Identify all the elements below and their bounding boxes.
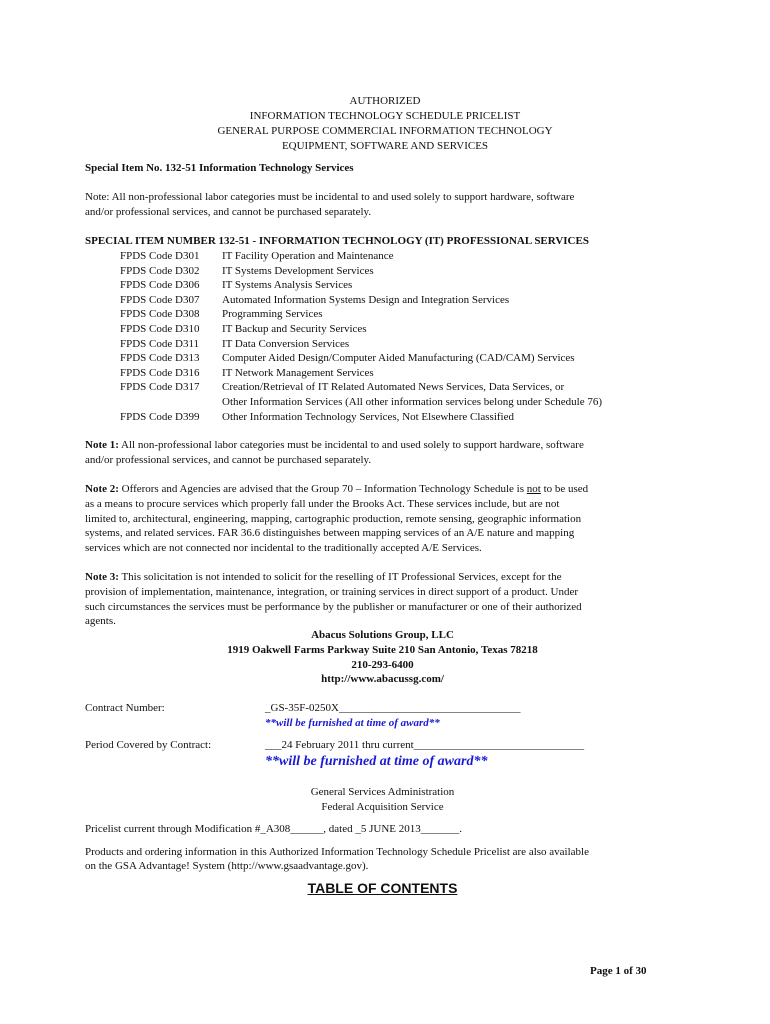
note-3-label: Note 3: bbox=[85, 571, 119, 583]
fpds-description: Programming Services bbox=[222, 308, 323, 321]
agency-line-2: Federal Acquisition Service bbox=[321, 801, 444, 813]
note-2-text-b: to be used bbox=[540, 483, 589, 495]
contract-number-label: Contract Number: bbox=[85, 702, 165, 714]
note-2-line-4: systems, and related services. FAR 36.6 distinguishes between mapping services of an A/E nature and mapping bbox=[85, 527, 575, 539]
fpds-description: IT Systems Development Services bbox=[222, 264, 374, 277]
fpds-description: IT Systems Analysis Services bbox=[222, 279, 353, 292]
table-of-contents-title: TABLE OF CONTENTS bbox=[307, 880, 458, 896]
note-1-label: Note 1: bbox=[85, 439, 119, 451]
fpds-description: Computer Aided Design/Computer Aided Manufacturing (CAD/CAM) Services bbox=[222, 352, 575, 365]
fpds-code: FPDS Code D302 bbox=[120, 264, 200, 277]
note-2-underlined-not: not bbox=[526, 483, 541, 495]
fpds-code: FPDS Code D313 bbox=[120, 352, 200, 365]
fpds-code: FPDS Code D310 bbox=[120, 323, 200, 335]
fpds-code: FPDS Code D308 bbox=[120, 308, 200, 321]
period-value: ___24 February 2011 thru current_______________________________ bbox=[265, 739, 585, 751]
special-item-heading: Special Item No. 132-51 Information Technology Services bbox=[85, 162, 354, 174]
fpds-code: FPDS Code D399 bbox=[120, 410, 200, 423]
fpds-description: IT Facility Operation and Maintenance bbox=[222, 250, 394, 262]
fpds-description: IT Backup and Security Services bbox=[222, 323, 367, 335]
note-3-line-1 bbox=[85, 570, 561, 584]
fpds-code: FPDS Code D307 bbox=[120, 293, 200, 306]
contract-number-value: _GS-35F-0250X_________________________________ bbox=[265, 702, 521, 714]
sin-heading: SPECIAL ITEM NUMBER 132-51 - INFORMATION TECHNOLOGY (IT) PROFESSIONAL SERVICES bbox=[85, 235, 589, 247]
company-address: 1919 Oakwell Farms Parkway Suite 210 San Antonio, Texas 78218 bbox=[227, 644, 538, 656]
fpds-description: Other Information Services (All other information services belong under Schedule 76) bbox=[222, 396, 602, 408]
note-2-line-5: services which are not connected nor incidental to the traditionally accepted A/E Services. bbox=[85, 542, 482, 554]
header-line-3: GENERAL PURPOSE COMMERCIAL INFORMATION TECHNOLOGY bbox=[217, 125, 553, 137]
period-label: Period Covered by Contract: bbox=[85, 739, 212, 751]
fpds-code: FPDS Code D317 bbox=[120, 381, 200, 394]
period-note: **will be furnished at time of award** bbox=[265, 754, 488, 769]
note-2-label: Note 2: bbox=[85, 483, 119, 495]
agency-line-1: General Services Administration bbox=[310, 786, 455, 798]
note-3-line-3: such circumstances the services must be performance by the publisher or manufacturer or one of their authorized bbox=[85, 601, 582, 613]
note-2-line-2: as a means to procure services which properly fall under the Brooks Act. These services include, but are not bbox=[85, 498, 560, 510]
company-name: Abacus Solutions Group, LLC bbox=[311, 629, 454, 641]
note-2-text-a: Offerors and Agencies are advised that the Group 70 – Information Technology Schedule is bbox=[118, 483, 527, 495]
note-1-line-2: and/or professional services, and cannot be purchased separately. bbox=[85, 454, 372, 466]
fpds-description: Automated Information Systems Design and Integration Services bbox=[222, 293, 510, 306]
header-line-4: EQUIPMENT, SOFTWARE AND SERVICES bbox=[281, 140, 489, 152]
note-intro-line-1: Note: All non-professional labor categories must be incidental to and used solely to support hardware, software bbox=[85, 191, 575, 203]
note-2-line-1 bbox=[85, 482, 588, 496]
fpds-code: FPDS Code D311 bbox=[120, 337, 200, 350]
company-phone: 210-293-6400 bbox=[351, 659, 414, 671]
header-line-2: INFORMATION TECHNOLOGY SCHEDULE PRICELIST bbox=[249, 110, 521, 122]
fpds-description: Other Information Technology Services, Not Elsewhere Classified bbox=[222, 410, 514, 423]
note-1-text: All non-professional labor categories must be incidental to and used solely to support hardware, software bbox=[118, 439, 584, 451]
fpds-code: FPDS Code D316 bbox=[120, 366, 200, 379]
note-2-line-3: limited to, architectural, engineering, mapping, cartographic production, remote sensing, geographic information bbox=[85, 513, 582, 525]
note-intro-line-2: and/or professional services, and cannot be purchased separately. bbox=[85, 206, 372, 218]
fpds-description: IT Data Conversion Services bbox=[222, 337, 350, 350]
header-line-1: AUTHORIZED bbox=[349, 95, 421, 107]
fpds-description: Creation/Retrieval of IT Related Automated News Services, Data Services, or bbox=[222, 381, 565, 394]
fpds-code: FPDS Code D306 bbox=[120, 279, 200, 292]
fpds-code: FPDS Code D301 bbox=[120, 250, 200, 262]
contract-number-note: **will be furnished at time of award** bbox=[265, 717, 440, 729]
company-website: http://www.abacussg.com/ bbox=[321, 673, 444, 685]
products-line-2: on the GSA Advantage! System (http://www.gsaadvantage.gov). bbox=[85, 860, 369, 872]
pricelist-current: Pricelist current through Modification #_A308______, dated _5 JUNE 2013_______. bbox=[85, 823, 463, 835]
products-line-1: Products and ordering information in this Authorized Information Technology Schedule Pricelist are also available bbox=[85, 846, 589, 858]
note-3-line-4: agents. bbox=[85, 615, 116, 627]
note-3-text: This solicitation is not intended to solicit for the reselling of IT Professional Services, except for the bbox=[118, 571, 562, 583]
page-number: Page 1 of 30 bbox=[590, 965, 647, 977]
note-3-line-2: provision of implementation, maintenance, integration, or training services in direct support of a product. Under bbox=[85, 586, 579, 598]
fpds-description: IT Network Management Services bbox=[222, 366, 374, 379]
note-1-line-1 bbox=[85, 438, 584, 452]
